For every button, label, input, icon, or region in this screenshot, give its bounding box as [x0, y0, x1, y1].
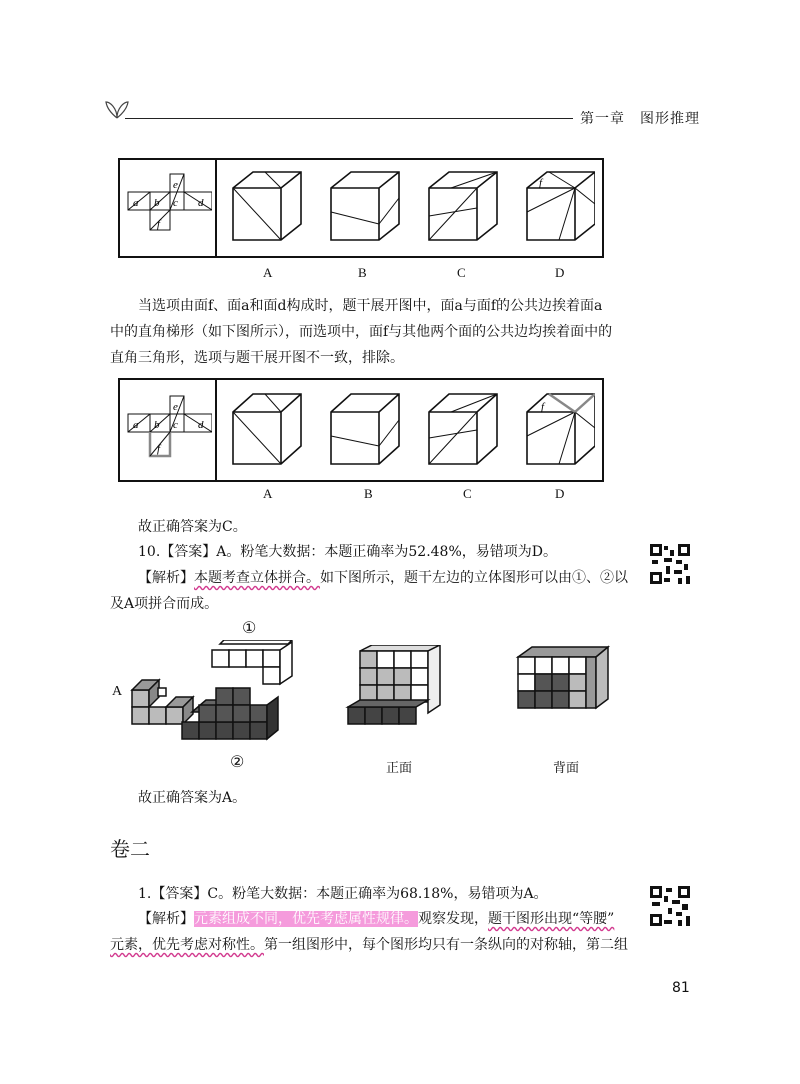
figure-2-options [225, 388, 595, 472]
option-label-b: B [358, 265, 367, 280]
leaf-ornament-icon [104, 96, 130, 120]
figure3-front-label: 正面 [386, 761, 413, 776]
cube-option-c [429, 172, 497, 240]
net-label-c: c [173, 197, 178, 209]
q1-analysis-mid: 观察发现， [418, 911, 488, 927]
q10-answer: 10.【答案】A。粉笔大数据：本题正确率为52.48%，易错项为D。 [138, 544, 557, 560]
cube-option-a [233, 172, 301, 240]
option-label-d: D [555, 265, 565, 280]
q10-analysis-line-2: 及A项拼合而成。 [110, 596, 219, 612]
figure-1-divider [215, 158, 217, 256]
paragraph-1-line-3: 直角三角形，选项与题干展开图不一致，排除。 [110, 350, 404, 366]
figure3-back-label: 背面 [553, 761, 580, 776]
q1-analysis-line2-rest: 第一组图形中，每个图形均只有一条纵向的对称轴，第二组 [264, 937, 628, 953]
net-label-a: a [133, 197, 139, 209]
q1-analysis-line2-underline: 元素，优先考虑对称性。 [110, 937, 264, 953]
option2-label-c: C [463, 486, 472, 501]
net2-label-d: d [198, 419, 204, 431]
figure3-label-2: ② [230, 752, 245, 771]
cube-option-b [331, 172, 399, 240]
option2-label-d: D [555, 486, 565, 501]
q1-analysis-highlight: 元素组成不同，优先考虑属性规律。 [194, 911, 418, 927]
net2-label-a: a [133, 419, 139, 431]
paragraph-1-line-2: 中的直角梯形（如下图所示），而选项中，面f与其他两个面的公共边均挨着面中的 [110, 324, 613, 340]
figure3-label-1: ① [242, 618, 257, 637]
net2-label-b: b [154, 419, 160, 431]
net2-label-f: f [157, 443, 161, 455]
figure-1-net [124, 172, 212, 244]
figure3-front-view [344, 645, 444, 733]
option-label-a: A [263, 265, 273, 280]
q10-analysis-highlight: 本题考查立体拼合。 [194, 570, 320, 586]
qr-code-icon [648, 542, 692, 586]
option-label-c: C [457, 265, 466, 280]
piece-a [132, 680, 193, 724]
option2-label-b: B [364, 486, 373, 501]
net2-label-c: c [173, 419, 178, 431]
net-label-d: d [198, 197, 204, 209]
paragraph-1-line-1: 当选项由面f、面a和面d构成时，题干展开图中，面a与面f的公共边挨着面a [138, 298, 603, 314]
q10-analysis-tag: 【解析】 [138, 570, 194, 586]
q10-analysis [110, 565, 630, 617]
figure3-pieces [128, 640, 298, 750]
piece-1 [212, 640, 292, 684]
net2-label-e: e [173, 401, 178, 413]
piece-2 [182, 688, 278, 739]
conclusion-1: 故正确答案为C。 [138, 519, 247, 535]
net-label-b: b [154, 197, 160, 209]
q10-analysis-rest: 如下图所示，题干左边的立体图形可以由①、②以 [320, 570, 628, 586]
q1-answer: 1.【答案】C。粉笔大数据：本题正确率为68.18%，易错项为A。 [138, 886, 548, 902]
option-d-face-label: f [539, 177, 543, 189]
header-rule [125, 118, 573, 119]
q1-analysis-tag: 【解析】 [138, 911, 194, 927]
net-label-e: e [173, 179, 178, 191]
paragraph-1 [110, 293, 630, 371]
section-title: 卷二 [110, 837, 150, 861]
page-number: 81 [672, 980, 690, 996]
figure-2-net [124, 394, 212, 466]
figure3-back-view [512, 645, 612, 725]
chapter-title: 第一章 图形推理 [580, 111, 700, 127]
figure3-label-a: A [112, 684, 123, 699]
option2-label-a: A [263, 486, 273, 501]
net-label-f: f [157, 218, 161, 230]
q1-analysis-underline: 题干图形出现“等腰” [488, 911, 615, 927]
cube-option-d [527, 172, 595, 240]
qr-code-icon-2 [648, 884, 692, 928]
q1-analysis [110, 906, 630, 958]
conclusion-2: 故正确答案为A。 [138, 790, 247, 806]
figure-2-divider [215, 378, 217, 480]
option2-d-face-label: f [541, 401, 545, 413]
figure-1-options [225, 168, 595, 248]
